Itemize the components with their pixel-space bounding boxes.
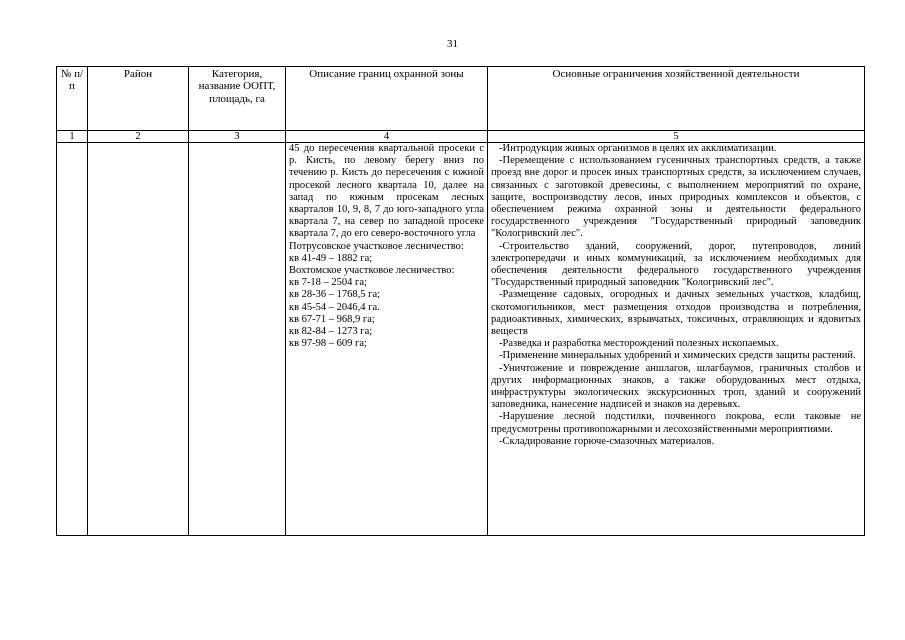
column-number: 1 — [57, 131, 88, 143]
column-number: 3 — [189, 131, 286, 143]
quarter-area: кв 82-84 – 1273 га; — [289, 326, 373, 338]
restriction-item: -Уничтожение и повреждение аншлагов, шлагбаумов, граничных столбов и других информационных знаков, а также оборудованных мест отдыха, инфраструктуры экологических экскурсионных троп, зданий и сооружений заповедника, нанесение надписей и знаков на деревьях. — [491, 362, 861, 411]
header-district: Район — [88, 67, 189, 131]
header-description: Описание границ охранной зоны — [286, 67, 488, 131]
column-numbers-row — [57, 131, 865, 143]
description-cell — [286, 143, 488, 536]
quarter-area: кв 28-36 – 1768,5 га; — [289, 289, 381, 301]
header-row — [57, 67, 865, 131]
restriction-item: -Интродукция живых организмов в целях их акклиматизации. — [499, 143, 777, 154]
column-number: 4 — [286, 131, 488, 143]
quarter-area: кв 41-49 – 1882 га; — [289, 252, 373, 264]
restriction-item: -Размещение садовых, огородных и дачных земельных участков, кладбищ, скотомогильников, мест размещения отходов производства и потребления, радиоактивных, химических, взрывчатых, токсичных, отравляющих и ядовитых веществ — [491, 289, 861, 338]
protection-zone-table — [56, 66, 865, 536]
restriction-item: -Перемещение с использованием гусеничных транспортных средств, а также проезд вне дорог и просек иных транспортных средств, за исключением случаев, связанных с заготовкой древесины, с выполнением мероприятий по охране, защите, воспроизводству лесов, иных природных комплексов и объектов, с обеспечением режима охранной зоны и деятельности федерального государственного учреждения "Государственный природный заповедник "Кологривский лес". — [491, 155, 861, 240]
restriction-item: -Разведка и разработка месторождений полезных ископаемых. — [499, 338, 779, 350]
restriction-item: -Складирование горюче-смазочных материалов. — [499, 435, 715, 447]
header-restrictions: Основные ограничения хозяйственной деятельности — [488, 67, 865, 131]
district-cell — [88, 143, 189, 536]
description-text: 45 до пересечения квартальной просеки с р. Кисть, по левому берегу вниз по течению р. Кисть до пересечения с южной просекой лесного квартала 10, далее на запад по южным просекам лесных кварталов 10, 9, 8, 7 до юго-западного угла квартала 7, на север по западной просеке квартала 7, до его северо-восточного угла — [289, 143, 484, 240]
restriction-item: -Нарушение лесной подстилки, почвенного покрова, если таковые не предусмотрены противопожарными и лесохозяйственными мероприятиями. — [491, 411, 861, 435]
row-number-cell — [57, 143, 88, 536]
column-number: 5 — [488, 131, 865, 143]
forestry-name: Потрусовское участковое лесничество: — [289, 240, 464, 252]
table-row — [57, 143, 865, 536]
header-number: № п/п — [57, 67, 88, 131]
header-category: Категория, название ООПТ, площадь, га — [189, 67, 286, 131]
forestry-name: Вохтомское участковое лесничество: — [289, 265, 455, 277]
quarter-area: кв 45-54 – 2046,4 га. — [289, 301, 380, 313]
page-number: 31 — [447, 38, 458, 50]
restriction-item: -Строительство зданий, сооружений, дорог, путепроводов, линий электропередачи и иных коммуникаций, за исключением необходимых для обеспечения деятельности федерального государственного учреждения "Государственный природный заповедник "Кологривский лес". — [491, 240, 861, 289]
category-cell — [189, 143, 286, 536]
column-number: 2 — [88, 131, 189, 143]
restrictions-cell — [488, 143, 865, 536]
quarter-area: кв 7-18 – 2504 га; — [289, 277, 367, 289]
quarter-area: кв 67-71 – 968,9 га; — [289, 313, 375, 325]
quarter-area: кв 97-98 – 609 га; — [289, 338, 367, 350]
restriction-item: -Применение минеральных удобрений и химических средств защиты растений. — [499, 350, 856, 362]
